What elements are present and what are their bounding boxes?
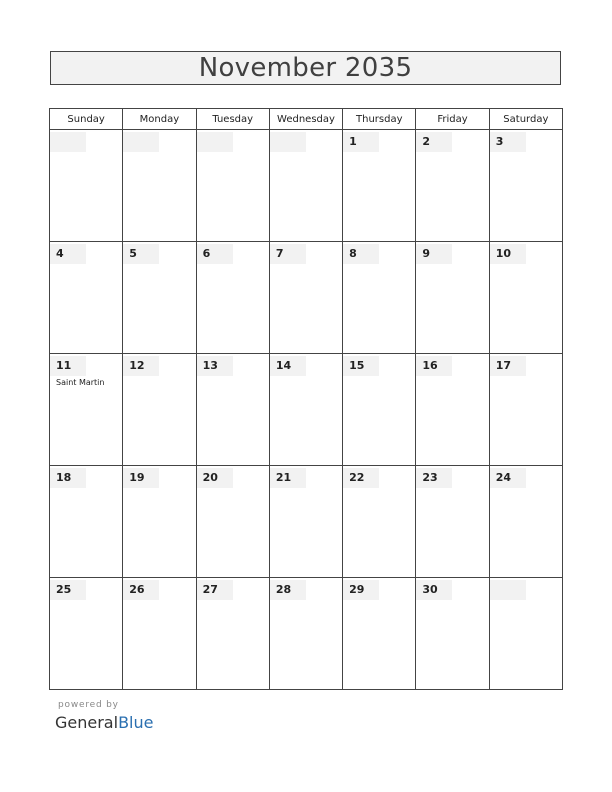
day-cell <box>50 354 123 466</box>
day-cell <box>50 578 123 690</box>
date-number: 28 <box>270 580 306 600</box>
weekday-tuesday: Tuesday <box>196 109 269 130</box>
day-cell <box>269 130 342 242</box>
date-number: 7 <box>270 244 306 264</box>
week-row <box>50 466 563 578</box>
date-number <box>270 132 306 152</box>
date-number: 23 <box>416 468 452 488</box>
date-number: 12 <box>123 356 159 376</box>
week-row <box>50 354 563 466</box>
date-number <box>197 132 233 152</box>
date-number: 5 <box>123 244 159 264</box>
date-number: 4 <box>50 244 86 264</box>
day-cell <box>416 242 489 354</box>
date-number: 6 <box>197 244 233 264</box>
date-number: 17 <box>490 356 526 376</box>
date-number: 9 <box>416 244 452 264</box>
day-cell <box>123 130 196 242</box>
date-number: 25 <box>50 580 86 600</box>
date-number: 26 <box>123 580 159 600</box>
day-cell <box>489 354 562 466</box>
date-number: 14 <box>270 356 306 376</box>
date-number: 21 <box>270 468 306 488</box>
day-cell <box>123 466 196 578</box>
day-cell <box>123 354 196 466</box>
day-cell <box>269 578 342 690</box>
day-cell <box>416 130 489 242</box>
date-number: 27 <box>197 580 233 600</box>
date-number: 22 <box>343 468 379 488</box>
logo-text-general: General <box>55 713 119 732</box>
date-number: 18 <box>50 468 86 488</box>
day-cell <box>269 242 342 354</box>
date-number: 1 <box>343 132 379 152</box>
weekday-header-row <box>50 109 563 130</box>
date-number: 11 <box>50 356 86 376</box>
day-cell <box>196 354 269 466</box>
date-number: 2 <box>416 132 452 152</box>
date-number: 29 <box>343 580 379 600</box>
day-cell <box>489 242 562 354</box>
day-cell <box>269 354 342 466</box>
day-cell <box>416 354 489 466</box>
date-number <box>490 580 526 600</box>
date-number <box>50 132 86 152</box>
date-number: 8 <box>343 244 379 264</box>
day-cell <box>269 466 342 578</box>
date-number: 16 <box>416 356 452 376</box>
calendar-body <box>50 130 563 690</box>
date-number: 13 <box>197 356 233 376</box>
day-cell <box>343 242 416 354</box>
day-cell <box>489 466 562 578</box>
day-cell <box>50 466 123 578</box>
day-cell <box>416 466 489 578</box>
weekday-sunday: Sunday <box>50 109 123 130</box>
day-cell <box>196 466 269 578</box>
date-number <box>123 132 159 152</box>
date-number: 30 <box>416 580 452 600</box>
weekday-wednesday: Wednesday <box>269 109 342 130</box>
day-cell <box>489 130 562 242</box>
week-row <box>50 130 563 242</box>
month-title-bar <box>50 51 561 85</box>
day-cell <box>196 242 269 354</box>
day-cell <box>196 130 269 242</box>
date-number: 3 <box>490 132 526 152</box>
week-row <box>50 242 563 354</box>
day-cell <box>50 242 123 354</box>
day-cell <box>196 578 269 690</box>
date-number: 10 <box>490 244 526 264</box>
logo-text-blue: Blue <box>118 713 154 732</box>
day-cell <box>489 578 562 690</box>
powered-by-text: powered by <box>58 700 119 710</box>
month-title: November 2035 <box>198 53 413 83</box>
weekday-monday: Monday <box>123 109 196 130</box>
date-number: 24 <box>490 468 526 488</box>
day-cell <box>343 466 416 578</box>
generalblue-logo <box>55 713 153 732</box>
date-number: 20 <box>197 468 233 488</box>
day-cell <box>123 242 196 354</box>
day-cell <box>50 130 123 242</box>
date-number: 19 <box>123 468 159 488</box>
weekday-friday: Friday <box>416 109 489 130</box>
day-cell <box>343 130 416 242</box>
weekday-saturday: Saturday <box>489 109 562 130</box>
day-cell <box>416 578 489 690</box>
date-number: 15 <box>343 356 379 376</box>
day-cell <box>123 578 196 690</box>
week-row <box>50 578 563 690</box>
weekday-thursday: Thursday <box>343 109 416 130</box>
day-cell <box>343 578 416 690</box>
calendar-grid <box>49 108 563 690</box>
holiday-label: Saint Martin <box>56 378 105 387</box>
day-cell <box>343 354 416 466</box>
